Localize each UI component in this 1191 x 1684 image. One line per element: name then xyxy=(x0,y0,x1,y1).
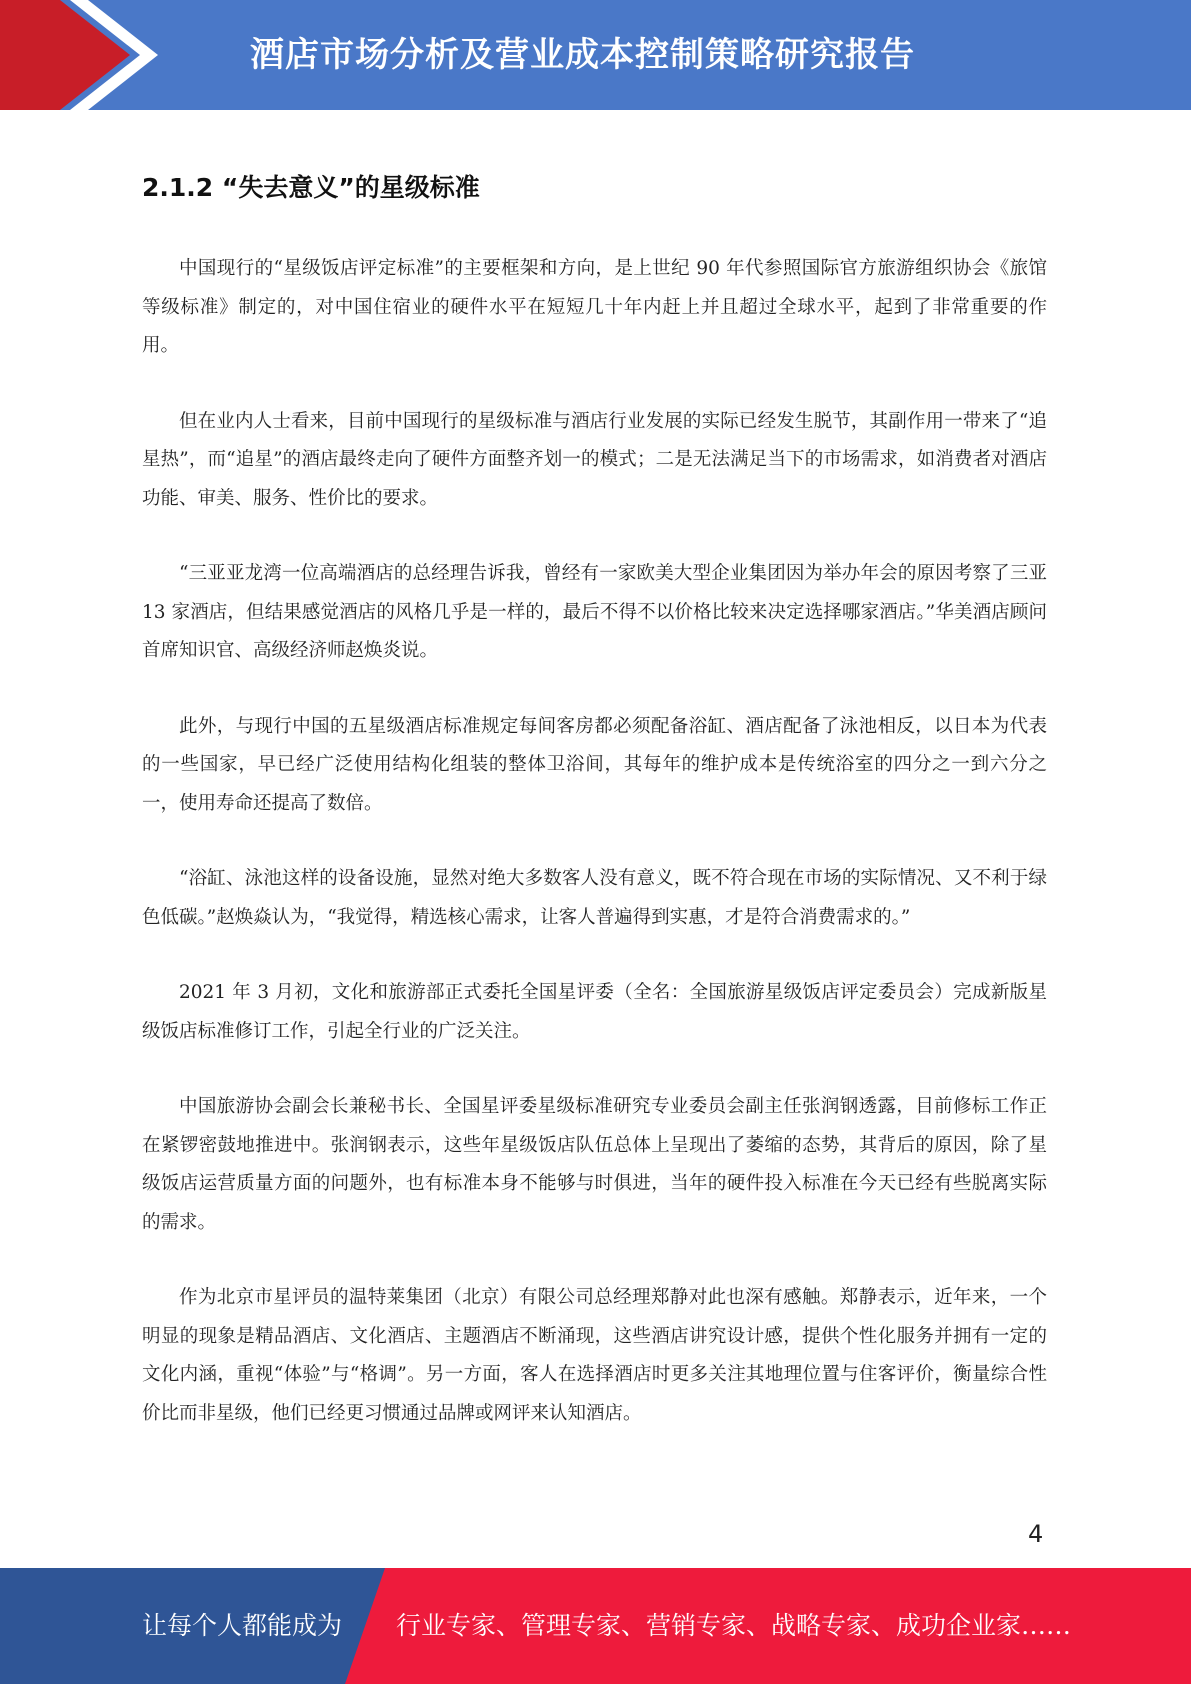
section-heading: 2.1.2 “失去意义”的星级标准 xyxy=(142,173,480,202)
paragraph: 作为北京市星评员的温特莱集团（北京）有限公司总经理郑静对此也深有感触。郑静表示，近年来，一个明显的现象是精品酒店、文化酒店、主题酒店不断涌现，这些酒店讲究设计感，提供个性化服务并拥有一定的文化内涵，重视“体验”与“格调”。另一方面，客人在选择酒店时更多关注其地理位置与住客评价，衡量综合性价比而非星级，他们已经更习惯通过品牌或网评来认知酒店。 xyxy=(142,1287,1047,1424)
paragraph: 此外，与现行中国的五星级酒店标准规定每间客房都必须配备浴缸、酒店配备了泳池相反，以日本为代表的一些国家，早已经广泛使用结构化组装的整体卫浴间，其每年的维护成本是传统浴室的四分之一到六分之一，使用寿命还提高了数倍。 xyxy=(142,715,1047,814)
paragraph: “浴缸、泳池这样的设备设施，显然对绝大多数客人没有意义，既不符合现在市场的实际情况、又不利于绿色低碳。”赵焕焱认为，“我觉得，精选核心需求，让客人普遍得到实惠，才是符合消费需求的。” xyxy=(142,868,1047,928)
paragraph: 2021 年 3 月初，文化和旅游部正式委托全国星评委（全名：全国旅游星级饭店评定委员会）完成新版星级饭店标准修订工作，引起全行业的广泛关注。 xyxy=(142,982,1047,1042)
paragraph: “三亚亚龙湾一位高端酒店的总经理告诉我，曾经有一家欧美大型企业集团因为举办年会的原因考察了三亚 13 家酒店，但结果感觉酒店的风格几乎是一样的，最后不得不以价格比较来决定选择哪家酒店。”华美酒店顾问首席知识官、高级经济师赵焕炎说。 xyxy=(142,563,1047,661)
article-body xyxy=(142,250,1047,1470)
paragraph: 但在业内人士看来，目前中国现行的星级标准与酒店行业发展的实际已经发生脱节，其副作用一带来了“追星热”，而“追星”的酒店最终走向了硬件方面整齐划一的模式；二是无法满足当下的市场需求，如消费者对酒店功能、审美、服务、性价比的要求。 xyxy=(142,410,1047,509)
page-footer xyxy=(0,1568,1191,1684)
paragraph: 中国现行的“星级饭店评定标准”的主要框架和方向，是上世纪 90 年代参照国际官方旅游组织协会《旅馆等级标准》制定的，对中国住宿业的硬件水平在短短几十年内赶上并且超过全球水平，起到了非常重要的作用。 xyxy=(142,258,1047,356)
page-header xyxy=(0,0,1191,110)
paragraph: 中国旅游协会副会长兼秘书长、全国星评委星级标准研究专业委员会副主任张润钢透露，目前修标工作正在紧锣密鼓地推进中。张润钢表示，这些年星级饭店队伍总体上呈现出了萎缩的态势，其背后的原因，除了星级饭店运营质量方面的问题外，也有标准本身不能够与时俱进，当年的硬件投入标准在今天已经有些脱离实际的需求。 xyxy=(142,1096,1047,1233)
page-number: 4 xyxy=(1028,1520,1044,1548)
footer-slogan-left: 让每个人都能成为 xyxy=(142,1611,343,1640)
report-title: 酒店市场分析及营业成本控制策略研究报告 xyxy=(250,35,915,75)
footer-slogan-right: 行业专家、管理专家、营销专家、战略专家、成功企业家…… xyxy=(396,1611,1072,1640)
header-red-arrow xyxy=(0,0,130,110)
